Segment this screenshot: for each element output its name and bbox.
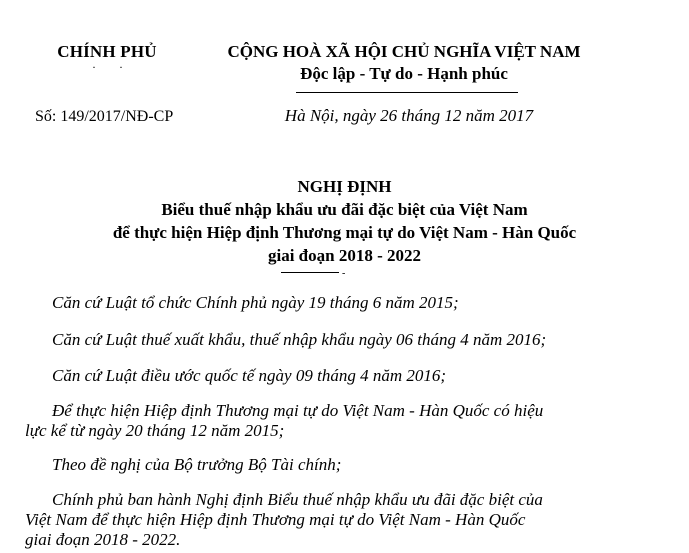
national-title: CỘNG HOÀ XÃ HỘI CHỦ NGHĨA VIỆT NAM	[227, 42, 581, 61]
place-and-date: Hà Nội, ngày 26 tháng 12 năm 2017	[284, 106, 534, 125]
enactment-line: Việt Nam để thực hiện Hiệp định Thương mại tự do Việt Nam - Hàn Quốc	[25, 510, 526, 529]
title-underline-tick: -	[342, 268, 346, 279]
legal-basis-line: Theo đề nghị của Bộ trưởng Bộ Tài chính;	[52, 455, 342, 474]
document-title-line: Biểu thuế nhập khẩu ưu đãi đặc biệt của Việt Nam	[161, 200, 528, 219]
legal-basis-line: Căn cứ Luật thuế xuất khẩu, thuế nhập khẩu ngày 06 tháng 4 năm 2016;	[52, 330, 547, 349]
document-title-line: để thực hiện Hiệp định Thương mại tự do Việt Nam - Hàn Quốc	[112, 223, 577, 242]
title-underline	[281, 272, 339, 273]
national-motto: Độc lập - Tự do - Hạnh phúc	[300, 64, 508, 83]
motto-underline	[296, 92, 518, 93]
document-title-line: giai đoạn 2018 - 2022	[267, 246, 422, 265]
agency-underline-dots: · ·	[92, 60, 133, 74]
enactment-line: giai đoạn 2018 - 2022.	[25, 530, 181, 549]
legal-basis-line: Để thực hiện Hiệp định Thương mại tự do Việt Nam - Hàn Quốc có hiệu	[52, 401, 544, 420]
issuing-agency: CHÍNH PHỦ	[57, 42, 157, 61]
document-type: NGHỊ ĐỊNH	[297, 177, 392, 196]
legal-basis-line: lực kể từ ngày 20 tháng 12 năm 2015;	[25, 421, 285, 440]
enactment-line: Chính phủ ban hành Nghị định Biểu thuế nhập khẩu ưu đãi đặc biệt của	[52, 490, 543, 509]
legal-basis-line: Căn cứ Luật điều ước quốc tế ngày 09 tháng 4 năm 2016;	[52, 366, 447, 385]
legal-basis-line: Căn cứ Luật tổ chức Chính phủ ngày 19 tháng 6 năm 2015;	[52, 293, 459, 312]
document-number: Số: 149/2017/NĐ-CP	[35, 108, 174, 125]
